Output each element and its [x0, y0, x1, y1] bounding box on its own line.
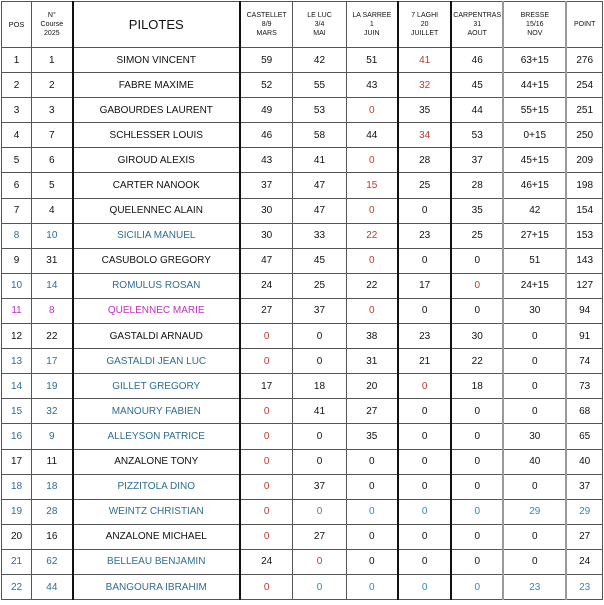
score-7-laghi: 0: [398, 524, 451, 549]
score-castellet: 0: [240, 524, 293, 549]
score-carpentras: 0: [451, 298, 503, 323]
pilot-name-cell: FABRE MAXIME: [73, 73, 240, 98]
score-la-sarree: 27: [346, 399, 398, 424]
position-cell: 5: [2, 148, 32, 173]
score-la-sarree: 43: [346, 73, 398, 98]
score-castellet: 27: [240, 298, 293, 323]
table-row: [2, 248, 603, 273]
header-num-line1: N°: [47, 12, 56, 19]
race-date: 8/9: [261, 21, 272, 28]
course-number-cell: 11: [32, 449, 73, 474]
score-bresse: 29: [503, 499, 566, 524]
point-total-cell: 91: [566, 324, 602, 349]
point-total-cell: 153: [566, 223, 602, 248]
course-number-cell: 31: [32, 248, 73, 273]
position-cell: 22: [2, 574, 32, 599]
score-le-luc: 42: [293, 48, 346, 73]
table-row: [2, 574, 603, 599]
score-le-luc: 0: [293, 499, 346, 524]
course-number-cell: 22: [32, 324, 73, 349]
position-cell: 11: [2, 298, 32, 323]
pilot-name-cell: ALLEYSON PATRICE: [73, 424, 240, 449]
score-la-sarree: 0: [346, 574, 398, 599]
score-7-laghi: 23: [398, 223, 451, 248]
score-carpentras: 45: [451, 73, 503, 98]
table-row: [2, 549, 603, 574]
score-7-laghi: 35: [398, 98, 451, 123]
score-bresse: 51: [503, 248, 566, 273]
score-7-laghi: 0: [398, 298, 451, 323]
pilot-name-cell: ANZALONE MICHAEL: [73, 524, 240, 549]
score-bresse: 55+15: [503, 98, 566, 123]
course-number-cell: 7: [32, 123, 73, 148]
score-la-sarree: 35: [346, 424, 398, 449]
score-7-laghi: 0: [398, 248, 451, 273]
position-cell: 4: [2, 123, 32, 148]
score-bresse: 42: [503, 198, 566, 223]
pilot-name-cell: GABOURDES LAURENT: [73, 98, 240, 123]
score-castellet: 0: [240, 324, 293, 349]
pilot-name-cell: SIMON VINCENT: [73, 48, 240, 73]
pilot-name-cell: CARTER NANOOK: [73, 173, 240, 198]
race-month: JUIN: [364, 30, 380, 37]
score-carpentras: 0: [451, 549, 503, 574]
table-row: [2, 374, 603, 399]
point-total-cell: 74: [566, 349, 602, 374]
score-castellet: 46: [240, 123, 293, 148]
course-number-cell: 10: [32, 223, 73, 248]
race-month: AOUT: [467, 30, 487, 37]
score-le-luc: 47: [293, 198, 346, 223]
race-date: 31: [473, 21, 482, 28]
score-carpentras: 0: [451, 273, 503, 298]
score-bresse: 0: [503, 474, 566, 499]
course-number-cell: 18: [32, 474, 73, 499]
score-7-laghi: 17: [398, 273, 451, 298]
score-carpentras: 30: [451, 324, 503, 349]
point-total-cell: 254: [566, 73, 602, 98]
header-race-la-sarree: [346, 2, 398, 48]
header-race-le-luc: [293, 2, 346, 48]
position-cell: 1: [2, 48, 32, 73]
table-row: [2, 223, 603, 248]
score-bresse: 45+15: [503, 148, 566, 173]
score-bresse: 30: [503, 424, 566, 449]
race-name: CARPENTRAS: [453, 12, 502, 19]
score-7-laghi: 23: [398, 324, 451, 349]
pilot-name-cell: GILLET GREGORY: [73, 374, 240, 399]
header-race-castellet: [240, 2, 293, 48]
position-cell: 2: [2, 73, 32, 98]
race-name: LE LUC: [307, 12, 332, 19]
pilot-name-cell: BELLEAU BENJAMIN: [73, 549, 240, 574]
pilot-name-cell: QUELENNEC ALAIN: [73, 198, 240, 223]
score-la-sarree: 22: [346, 223, 398, 248]
score-la-sarree: 0: [346, 449, 398, 474]
score-la-sarree: 15: [346, 173, 398, 198]
score-carpentras: 44: [451, 98, 503, 123]
score-castellet: 59: [240, 48, 293, 73]
score-7-laghi: 0: [398, 499, 451, 524]
score-bresse: 24+15: [503, 273, 566, 298]
score-bresse: 27+15: [503, 223, 566, 248]
header-course-number: [32, 2, 73, 48]
race-month: MAI: [313, 30, 326, 37]
score-la-sarree: 51: [346, 48, 398, 73]
race-month: MARS: [256, 30, 277, 37]
score-7-laghi: 25: [398, 173, 451, 198]
score-castellet: 0: [240, 349, 293, 374]
course-number-cell: 44: [32, 574, 73, 599]
table-row: [2, 198, 603, 223]
score-carpentras: 35: [451, 198, 503, 223]
header-race-carpentras: [451, 2, 503, 48]
score-le-luc: 41: [293, 399, 346, 424]
position-cell: 20: [2, 524, 32, 549]
point-total-cell: 23: [566, 574, 602, 599]
position-cell: 18: [2, 474, 32, 499]
score-la-sarree: 44: [346, 123, 398, 148]
score-le-luc: 53: [293, 98, 346, 123]
score-castellet: 0: [240, 499, 293, 524]
header-row: [2, 2, 603, 48]
table-row: [2, 324, 603, 349]
table-row: [2, 73, 603, 98]
score-carpentras: 0: [451, 399, 503, 424]
score-7-laghi: 41: [398, 48, 451, 73]
score-la-sarree: 0: [346, 298, 398, 323]
header-pilotes: PILOTES: [73, 2, 240, 48]
point-total-cell: 209: [566, 148, 602, 173]
score-bresse: 0: [503, 349, 566, 374]
point-total-cell: 73: [566, 374, 602, 399]
pilot-name-cell: WEINTZ CHRISTIAN: [73, 499, 240, 524]
position-cell: 9: [2, 248, 32, 273]
race-date: 3/4: [314, 21, 325, 28]
position-cell: 19: [2, 499, 32, 524]
score-la-sarree: 0: [346, 248, 398, 273]
pilot-name-cell: GASTALDI JEAN LUC: [73, 349, 240, 374]
score-la-sarree: 0: [346, 499, 398, 524]
pilot-name-cell: QUELENNEC MARIE: [73, 298, 240, 323]
header-pos: POS: [2, 2, 32, 48]
score-la-sarree: 0: [346, 98, 398, 123]
score-le-luc: 41: [293, 148, 346, 173]
course-number-cell: 16: [32, 524, 73, 549]
position-cell: 16: [2, 424, 32, 449]
race-date: 15/16: [526, 21, 544, 28]
point-total-cell: 24: [566, 549, 602, 574]
race-name: 7 LAGHI: [411, 12, 439, 19]
score-castellet: 24: [240, 549, 293, 574]
score-bresse: 0: [503, 524, 566, 549]
score-bresse: 44+15: [503, 73, 566, 98]
header-point: POINT: [566, 2, 602, 48]
score-7-laghi: 34: [398, 123, 451, 148]
score-le-luc: 45: [293, 248, 346, 273]
table-row: [2, 98, 603, 123]
score-castellet: 0: [240, 424, 293, 449]
score-bresse: 40: [503, 449, 566, 474]
point-total-cell: 94: [566, 298, 602, 323]
table-row: [2, 298, 603, 323]
score-castellet: 0: [240, 449, 293, 474]
position-cell: 3: [2, 98, 32, 123]
pilot-name-cell: MANOURY FABIEN: [73, 399, 240, 424]
course-number-cell: 17: [32, 349, 73, 374]
course-number-cell: 32: [32, 399, 73, 424]
score-7-laghi: 28: [398, 148, 451, 173]
race-date: 1: [369, 21, 374, 28]
pilot-name-cell: CASUBOLO GREGORY: [73, 248, 240, 273]
table-row: [2, 449, 603, 474]
pilot-name-cell: PIZZITOLA DINO: [73, 474, 240, 499]
score-la-sarree: 0: [346, 524, 398, 549]
score-la-sarree: 0: [346, 549, 398, 574]
score-7-laghi: 0: [398, 374, 451, 399]
course-number-cell: 3: [32, 98, 73, 123]
score-7-laghi: 0: [398, 574, 451, 599]
point-total-cell: 68: [566, 399, 602, 424]
score-castellet: 52: [240, 73, 293, 98]
point-total-cell: 37: [566, 474, 602, 499]
score-le-luc: 0: [293, 349, 346, 374]
score-carpentras: 28: [451, 173, 503, 198]
score-le-luc: 0: [293, 574, 346, 599]
point-total-cell: 251: [566, 98, 602, 123]
score-7-laghi: 0: [398, 399, 451, 424]
score-castellet: 0: [240, 399, 293, 424]
course-number-cell: 19: [32, 374, 73, 399]
score-le-luc: 0: [293, 424, 346, 449]
position-cell: 8: [2, 223, 32, 248]
point-total-cell: 27: [566, 524, 602, 549]
header-race-bresse: [503, 2, 566, 48]
race-month: JUILLET: [411, 30, 439, 37]
pilot-name-cell: SICILIA MANUEL: [73, 223, 240, 248]
point-total-cell: 276: [566, 48, 602, 73]
course-number-cell: 14: [32, 273, 73, 298]
race-name: CASTELLET: [246, 12, 287, 19]
score-castellet: 30: [240, 198, 293, 223]
score-la-sarree: 0: [346, 148, 398, 173]
table-row: [2, 273, 603, 298]
score-castellet: 49: [240, 98, 293, 123]
score-7-laghi: 0: [398, 449, 451, 474]
score-la-sarree: 38: [346, 324, 398, 349]
point-total-cell: 40: [566, 449, 602, 474]
score-bresse: 0: [503, 324, 566, 349]
point-total-cell: 65: [566, 424, 602, 449]
point-total-cell: 127: [566, 273, 602, 298]
score-7-laghi: 0: [398, 474, 451, 499]
score-castellet: 30: [240, 223, 293, 248]
pilot-name-cell: GIROUD ALEXIS: [73, 148, 240, 173]
score-bresse: 0: [503, 399, 566, 424]
score-le-luc: 25: [293, 273, 346, 298]
header-race-7-laghi: [398, 2, 451, 48]
score-carpentras: 46: [451, 48, 503, 73]
score-carpentras: 37: [451, 148, 503, 173]
score-castellet: 47: [240, 248, 293, 273]
table-row: [2, 48, 603, 73]
score-carpentras: 0: [451, 449, 503, 474]
table-row: [2, 123, 603, 148]
course-number-cell: 6: [32, 148, 73, 173]
score-bresse: 0+15: [503, 123, 566, 148]
position-cell: 12: [2, 324, 32, 349]
course-number-cell: 8: [32, 298, 73, 323]
score-le-luc: 33: [293, 223, 346, 248]
pilot-name-cell: GASTALDI ARNAUD: [73, 324, 240, 349]
point-total-cell: 154: [566, 198, 602, 223]
score-carpentras: 25: [451, 223, 503, 248]
score-castellet: 43: [240, 148, 293, 173]
course-number-cell: 1: [32, 48, 73, 73]
point-total-cell: 198: [566, 173, 602, 198]
score-la-sarree: 20: [346, 374, 398, 399]
score-carpentras: 0: [451, 424, 503, 449]
score-le-luc: 55: [293, 73, 346, 98]
course-number-cell: 28: [32, 499, 73, 524]
point-total-cell: 29: [566, 499, 602, 524]
score-le-luc: 27: [293, 524, 346, 549]
pilot-name-cell: ANZALONE TONY: [73, 449, 240, 474]
course-number-cell: 9: [32, 424, 73, 449]
score-carpentras: 0: [451, 499, 503, 524]
score-7-laghi: 0: [398, 424, 451, 449]
race-name: LA SARREE: [352, 12, 392, 19]
score-bresse: 63+15: [503, 48, 566, 73]
position-cell: 15: [2, 399, 32, 424]
score-le-luc: 47: [293, 173, 346, 198]
table-row: [2, 148, 603, 173]
score-le-luc: 58: [293, 123, 346, 148]
score-carpentras: 0: [451, 524, 503, 549]
table-row: [2, 173, 603, 198]
header-num-line3: 2025: [44, 30, 60, 37]
score-bresse: 30: [503, 298, 566, 323]
table-row: [2, 524, 603, 549]
race-name: BRESSE: [520, 12, 550, 19]
point-total-cell: 143: [566, 248, 602, 273]
course-number-cell: 62: [32, 549, 73, 574]
score-la-sarree: 31: [346, 349, 398, 374]
pilot-name-cell: BANGOURA IBRAHIM: [73, 574, 240, 599]
pilot-name-cell: ROMULUS ROSAN: [73, 273, 240, 298]
score-7-laghi: 0: [398, 198, 451, 223]
table-row: [2, 474, 603, 499]
score-7-laghi: 32: [398, 73, 451, 98]
score-la-sarree: 0: [346, 474, 398, 499]
race-date: 20: [420, 21, 429, 28]
course-number-cell: 4: [32, 198, 73, 223]
score-carpentras: 0: [451, 574, 503, 599]
score-la-sarree: 22: [346, 273, 398, 298]
score-bresse: 46+15: [503, 173, 566, 198]
score-bresse: 0: [503, 549, 566, 574]
position-cell: 6: [2, 173, 32, 198]
score-carpentras: 53: [451, 123, 503, 148]
score-le-luc: 37: [293, 298, 346, 323]
course-number-cell: 5: [32, 173, 73, 198]
score-bresse: 0: [503, 374, 566, 399]
position-cell: 14: [2, 374, 32, 399]
score-castellet: 0: [240, 474, 293, 499]
table-row: [2, 349, 603, 374]
score-le-luc: 37: [293, 474, 346, 499]
score-le-luc: 0: [293, 549, 346, 574]
score-carpentras: 18: [451, 374, 503, 399]
header-num-line2: Course: [40, 21, 64, 28]
table-row: [2, 399, 603, 424]
score-le-luc: 0: [293, 449, 346, 474]
position-cell: 7: [2, 198, 32, 223]
score-la-sarree: 0: [346, 198, 398, 223]
course-number-cell: 2: [32, 73, 73, 98]
score-castellet: 17: [240, 374, 293, 399]
race-month: NOV: [527, 30, 543, 37]
position-cell: 17: [2, 449, 32, 474]
score-le-luc: 18: [293, 374, 346, 399]
score-castellet: 24: [240, 273, 293, 298]
score-carpentras: 22: [451, 349, 503, 374]
score-carpentras: 0: [451, 474, 503, 499]
position-cell: 21: [2, 549, 32, 574]
position-cell: 10: [2, 273, 32, 298]
standings-table: [1, 1, 603, 600]
table-row: [2, 499, 603, 524]
score-bresse: 23: [503, 574, 566, 599]
score-le-luc: 0: [293, 324, 346, 349]
score-castellet: 37: [240, 173, 293, 198]
point-total-cell: 250: [566, 123, 602, 148]
table-row: [2, 424, 603, 449]
score-7-laghi: 21: [398, 349, 451, 374]
score-castellet: 0: [240, 574, 293, 599]
score-carpentras: 0: [451, 248, 503, 273]
standings-body: [2, 48, 603, 600]
pilot-name-cell: SCHLESSER LOUIS: [73, 123, 240, 148]
score-7-laghi: 0: [398, 549, 451, 574]
position-cell: 13: [2, 349, 32, 374]
